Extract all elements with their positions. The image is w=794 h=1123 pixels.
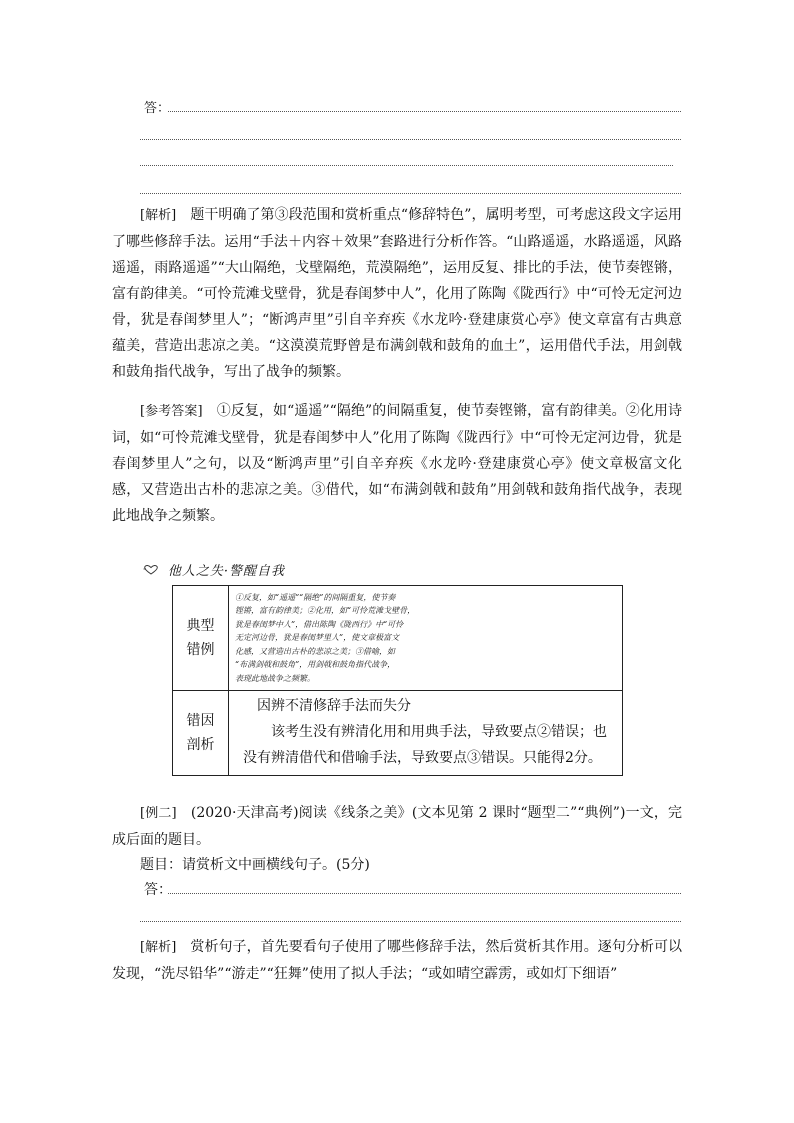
handwritten-line: 表现此地战争之频繁。 xyxy=(235,673,315,683)
reference-answer-paragraph xyxy=(112,398,682,529)
reference-answer-text: ①反复，如“遥遥”“隔绝”的间隔重复，使节奏铿锵，富有韵律美。②化用诗词，如“可怜荒滩戈壁骨，犹是春闺梦中人”化用了陈陶《陇西行》中“可怜无定河边骨，犹是春闺梦里人”之句，以及“断鸿声里”引自辛弃疾《水龙吟·登建康赏心亭》使文章极富文化感，又营造出古朴的悲凉之美。③借代，如“布满剑戟和鼓角”用剑戟和鼓角指代战争，表现此地战争之频繁。 xyxy=(112,403,682,524)
analysis-paragraph-1 xyxy=(112,202,682,385)
answer-label: 答： xyxy=(144,882,172,898)
answer-line-1 xyxy=(140,97,681,117)
heart-icon xyxy=(143,564,164,578)
error-cause-title: 因辨不清修辞手法而失分 xyxy=(257,698,411,714)
handwritten-line: 化感，又营造出古朴的悲凉之美；③借喻，如 xyxy=(235,646,395,656)
handwritten-line: 无定河边骨，犹是春闺梦里人”，使文章极富文 xyxy=(235,633,400,643)
example-2-text: (2020·天津高考)阅读《线条之美》(文本见第 2 课时“题型二”“典例”)一文，完成后面的题目。 xyxy=(112,805,682,848)
row-header-line: 错因 xyxy=(186,713,215,729)
dotted-line xyxy=(140,193,681,194)
dotted-line xyxy=(140,165,673,166)
row-header-line: 典型 xyxy=(186,618,215,634)
dotted-line xyxy=(168,893,681,894)
analysis-tag: [解析] xyxy=(140,940,177,955)
dotted-line xyxy=(140,921,681,922)
answer-label: 答： xyxy=(144,101,171,116)
answer-line-4 xyxy=(140,179,681,199)
dotted-line xyxy=(140,139,681,140)
reference-answer-tag: [参考答案] xyxy=(140,404,203,419)
answer-line-2 xyxy=(140,125,681,145)
error-cause-text: 该考生没有辨清化用和用典手法，导致要点②错误；也没有辨清借代和借喻手法，导致要点③错误。只能得2分。 xyxy=(243,724,607,766)
answer-line-5 xyxy=(140,879,681,899)
handwritten-line: “布满剑戟和鼓角”，用剑戟和鼓角指代战争， xyxy=(235,660,396,670)
analysis-text: 题干明确了第③段范围和赏析重点“修辞特色”，属明考型，可考虑这段文字运用了哪些修辞手法。运用“手法＋内容＋效果”套路进行分析作答。“山路遥遥，水路遥遥，风路遥遥，雨路遥遥”“大山隔绝，戈壁隔绝，荒漠隔绝”，运用反复、排比的手法，使节奏铿锵，富有韵律美。“可怜荒滩戈壁骨，犹是春闺梦中人”，化用了陈陶《陇西行》中“可怜无定河边骨，犹是春闺梦里人”；“断鸿声里”引自辛弃疾《水龙吟·登建康赏心亭》使文章富有古典意蕴美，营造出悲凉之美。“这漠漠荒野曾是布满剑戟和鼓角的血土”，运用借代手法，用剑戟和鼓角指代战争，写出了战争的频繁。 xyxy=(112,207,682,380)
example-2-paragraph xyxy=(112,800,682,853)
analysis-text: 赏析句子，首先要看句子使用了哪些修辞手法，然后赏析其作用。逐句分析可以发现，“洗尽铅华”“游走”“狂舞”使用了拟人手法；“或如晴空霹雳，或如灯下细语” xyxy=(112,939,682,982)
table-row-error-cause xyxy=(173,691,623,776)
example-2-question: 题目：请赏析文中画横线句子。(5分) xyxy=(140,857,370,873)
handwritten-answer-image xyxy=(229,586,623,691)
answer-line-3 xyxy=(140,151,681,171)
dotted-line xyxy=(168,111,681,112)
analysis-paragraph-2 xyxy=(112,934,682,987)
handwritten-line: 铿锵，富有韵律美；②化用，如“可怜荒滩戈壁骨， xyxy=(235,606,416,616)
row-header-line: 错例 xyxy=(186,642,215,658)
section-title-text: 他人之失·警醒自我 xyxy=(167,564,285,579)
answer-line-6 xyxy=(140,907,681,927)
handwritten-line: ①反复，如“遥遥”“隔绝”的间隔重复，使节奏 xyxy=(235,592,396,602)
handwritten-line: 犹是春闺梦中人”，借出陈陶《陇西行》中“可怜 xyxy=(235,619,404,629)
section-title xyxy=(143,560,285,579)
analysis-tag: [解析] xyxy=(140,208,177,223)
error-cause-cell xyxy=(229,691,623,776)
example-2-tag: [例二] xyxy=(140,806,177,821)
error-analysis-table xyxy=(172,585,623,776)
table-row-typical-error xyxy=(173,586,623,691)
row-header-line: 剖析 xyxy=(186,737,215,753)
row-header-error-cause xyxy=(173,691,229,776)
row-header-typical-error xyxy=(173,586,229,691)
